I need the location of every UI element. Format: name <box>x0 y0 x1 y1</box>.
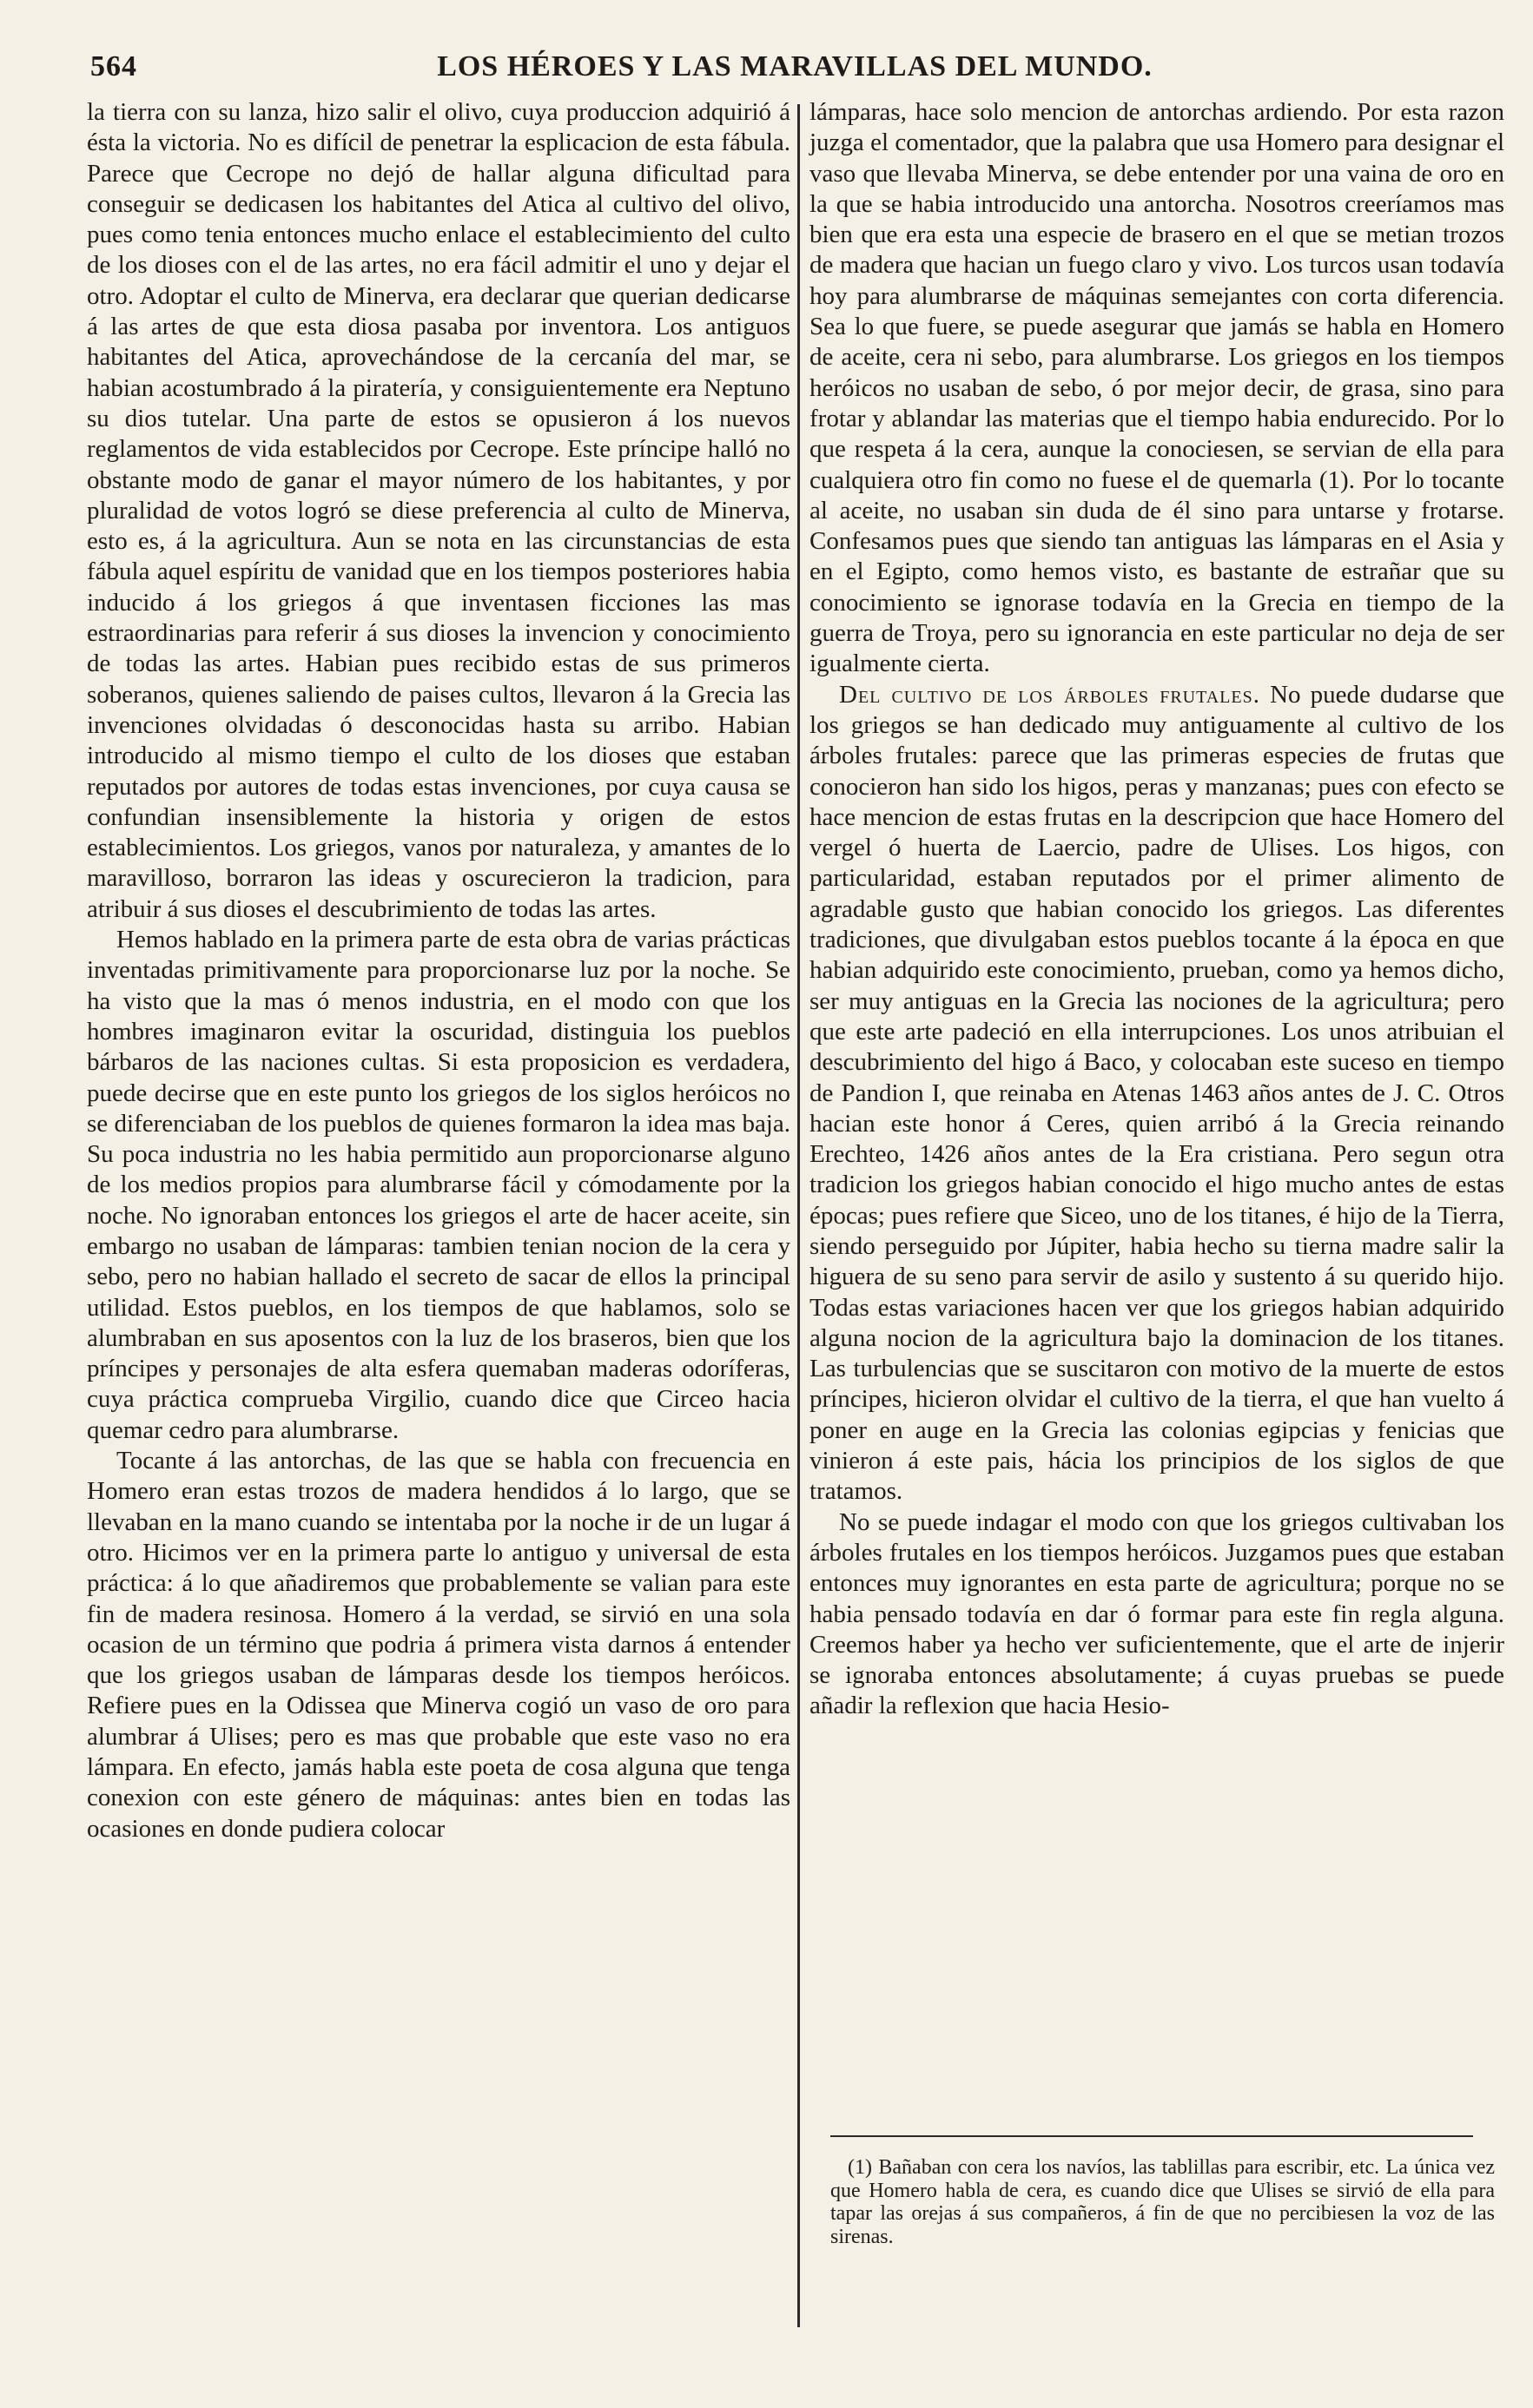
paragraph: Hemos hablado en la primera parte de esta obra de varias prácticas inventadas primitivamente para proporcionarse luz por la noche. Se ha visto que la mas ó menos industria, en el modo con que los hombres imaginaron evitar la oscuridad, distinguia los pueblos bárbaros de las naciones cultas. Si esta proposicion es verdadera, puede decirse que en este punto los griegos de los siglos heróicos no se diferenciaban de los pueblos de quienes formaron la idea mas baja. Su poca industria no les habia permitido aun proporcionarse alguno de los medios propios para alumbrarse fácil y cómodamente por la noche. No ignoraban entonces los griegos el arte de hacer aceite, sin embargo no usaban de lámparas: tambien tenian nocion de la cera y sebo, pero no habian hallado el secreto de sacar de ellos la principal utilidad. Estos pueblos, en los tiempos de que hablamos, solo se alumbraban en sus aposentos con la luz de los braseros, bien que los príncipes y personajes de alta esfera quemaban maderas odoríferas, cuya práctica comprueba Virgilio, cuando dice que Circeo hacia quemar cedro para alumbrarse. <box>87 926 790 1444</box>
section-heading: Del cultivo de los árboles frutales. <box>839 680 1260 709</box>
right-column <box>809 97 1504 1722</box>
left-column <box>87 97 790 1844</box>
page-header <box>61 50 1529 94</box>
paragraph: la tierra con su lanza, hizo salir el olivo, cuya produccion adquirió á ésta la victoria. No es difícil de penetrar la esplicacion de esta fábula. Parece que Cecrope no dejó de hallar alguna dificultad para conseguir se dedicasen los habitantes del Atica al cultivo del olivo, pues como tenia entonces mucho enlace el establecimiento del culto de los dioses con el de las artes, no era fácil admitir el uno y dejar el otro. Adoptar el culto de Minerva, era declarar que querian dedicarse á las artes de que esta diosa pasaba por inventora. Los antiguos habitantes del Atica, aprovechándose de la cercanía del mar, se habian acostumbrado á la piratería, y consiguientemente era Neptuno su dios tutelar. Una parte de estos se opusieron á los nuevos reglamentos de vida establecidos por Cecrope. Este príncipe halló no obstante modo de ganar el mayor número de los habitantes, y por pluralidad de votos logró se diese preferencia al culto de Minerva, esto es, á la agricultura. Aun se nota en las circunstancias de esta fábula aquel espíritu de vanidad que en los tiempos posteriores habia inducido á los griegos á que inventasen ficciones las mas estraordinarias para referir á sus dioses la invencion y conocimiento de todas las artes. Habian pues recibido estas de sus primeros soberanos, quienes saliendo de paises cultos, llevaron á la Grecia las invenciones olvidadas ó desconocidas hasta su arribo. Habian introducido al mismo tiempo el culto de los dioses que estaban reputados por autores de todas estas invenciones, por cuya causa se confundian insensiblemente la historia y origen de estos establecimientos. Los griegos, vanos por naturaleza, y amantes de lo maravilloso, borraron las ideas y oscurecieron la tradicion, para atribuir á sus dioses el descubrimiento de todas las artes. <box>87 98 790 923</box>
paragraph: lámparas, hace solo mencion de antorchas ardiendo. Por esta razon juzga el comentador, que la palabra que usa Homero para designar el vaso que llevaba Minerva, se debe entender por una vaina de oro en la que se habia introducido una antorcha. Nosotros creeríamos mas bien que era esta una especie de brasero en el que se metian trozos de madera que hacian un fuego claro y vivo. Los turcos usan todavía hoy para alumbrarse de máquinas semejantes con corta diferencia. Sea lo que fuere, se puede asegurar que jamás se habla en Homero de aceite, cera ni sebo, para alumbrarse. Los griegos en los tiempos heróicos no usaban de sebo, ó por mejor decir, de grasa, sino para frotar y ablandar las materias que el tiempo habia endurecido. Por lo que respeta á la cera, aunque la conociesen, se servian de ella para cualquiera otro fin como no fuese el de quemarla (1). Por lo tocante al aceite, no usaban sin duda de él sino para untarse y frotarse. Confesamos pues que siendo tan antiguas las lámparas en el Asia y en el Egipto, como hemos visto, es bastante de estrañar que su conocimiento se ignorase todavía en la Grecia en tiempo de la guerra de Troya, pero su ignorancia en este particular no deja de ser igualmente cierta. <box>809 98 1504 678</box>
footnote-text: (1) Bañaban con cera los navíos, las tablillas para escribir, etc. La única vez que Homero habla de cera, es cuando dice que Ulises se sirvió de ella para tapar las orejas á sus compañeros, á fin de que no percibiesen la voz de las sirenas. <box>830 2156 1495 2248</box>
column-divider <box>797 104 800 2327</box>
paragraph: Tocante á las antorchas, de las que se habla con frecuencia en Homero eran estas trozos de madera hendidos á lo largo, que se llevaban en la mano cuando se intentaba por la noche ir de un lugar á otro. Hicimos ver en la primera parte lo antiguo y universal de esta práctica: á lo que añadiremos que probablemente se valian para este fin de madera resinosa. Homero á la verdad, se sirvió en una sola ocasion de un término que podria á primera vista darnos á entender que los griegos usaban de lámparas desde los tiempos heróicos. Refiere pues en la Odissea que Minerva cogió un vaso de oro para alumbrar á Ulises; pero es mas que probable que este vaso no era lámpara. En efecto, jamás habla este poeta de cosa alguna que tenga conexion con este género de máquinas: antes bien en todas las ocasiones en donde pudiera colocar <box>87 1447 790 1843</box>
running-title: LOS HÉROES Y LAS MARAVILLAS DEL MUNDO. <box>437 50 1153 82</box>
page-number: 564 <box>90 50 137 82</box>
paragraph <box>809 680 1504 1507</box>
paragraph: No se puede indagar el modo con que los griegos cultivaban los árboles frutales en los tiempos heróicos. Juzgamos pues que estaban entonces muy ignorantes en esta parte de agricultura; porque no se habia pensado todavía en dar ó formar para este fin regla alguna. Creemos haber ya hecho ver suficientemente, que el arte de injerir se ignoraba entonces absolutamente; á cuyas pruebas se puede añadir la reflexion que hacia Hesio- <box>809 1507 1504 1720</box>
paragraph-text: No puede dudarse que los griegos se han dedicado muy antiguamente al cultivo de los árboles frutales: parece que las primeras especies de frutas que conocieron han sido los higos, peras y manzanas; pues con efecto se hace mencion de estas frutas en la descripcion que hace Homero del vergel ó huerta de Laercio, padre de Ulises. Los higos, con particularidad, estaban reputados por el primer alimento de agradable gusto que habian conocido los griegos. Las diferentes tradiciones, que divulgaban estos pueblos tocante á la época en que habian adquirido este conocimiento, prueban, como ya hemos dicho, ser muy antiguas en la Grecia las nociones de la agricultura; pero que este arte padeció en ella interrupciones. Los unos atribuian el descubrimiento del higo á Baco, y colocaban este suceso en tiempo de Pandion I, que reinaba en Atenas 1463 años antes de J. C. Otros hacian este honor á Ceres, quien arribó á la Grecia reinando Erechteo, 1426 años antes de la Era cristiana. Pero segun otra tradicion los griegos habian conocido el higo mucho antes de estas épocas; pues refiere que Siceo, uno de los titanes, é hijo de la Tierra, siendo perseguido por Júpiter, habia hecho su tierna madre salir la higuera de su seno para servir de asilo y sustento á su querido hijo. Todas estas variaciones hacen ver que los griegos habian adquirido alguna nocion de la agricultura bajo la dominacion de los titanes. Las turbulencias que se suscitaron con motivo de la muerte de estos príncipes, hicieron olvidar el cultivo de la tierra, el que han vuelto á poner en auge en la Grecia las colonias egipcias y fenicias que vinieron á este pais, hácia los principios de los siglos de que tratamos. <box>809 680 1505 1506</box>
footnote-rule <box>830 2135 1473 2137</box>
footnote <box>830 2156 1495 2248</box>
